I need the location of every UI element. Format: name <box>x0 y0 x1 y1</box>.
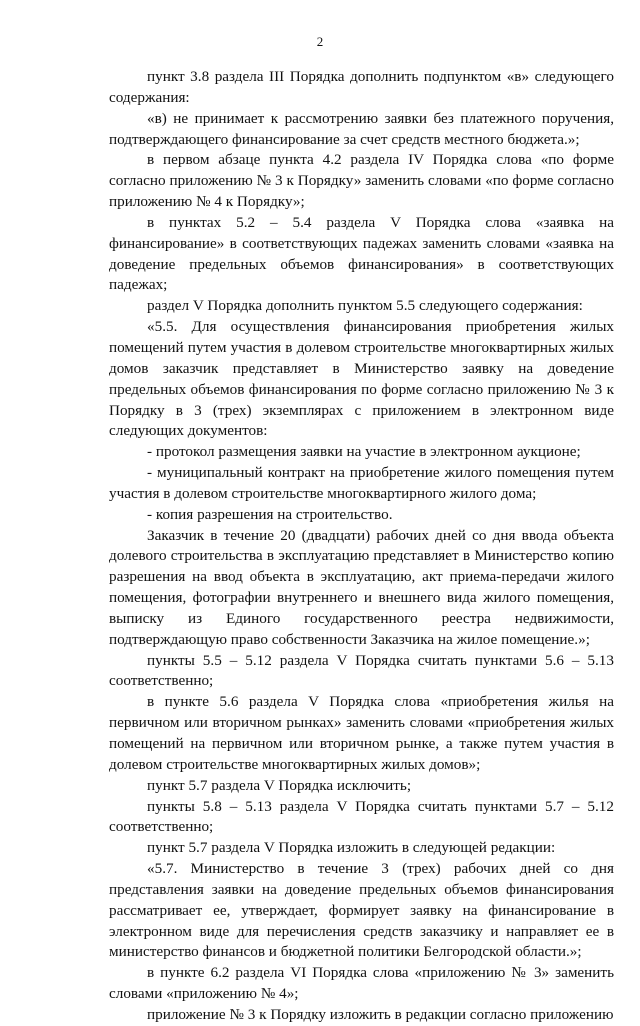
paragraph: Заказчик в течение 20 (двадцати) рабочих дней со дня ввода объекта долевого строительства в эксплуатацию представляет в Министерство копию разрешения на ввод объекта в эксплуатацию, акт приема-передачи жилого помещения, фотографии внутреннего и внешнего вида жилого помещения, выписку из Единого государственного реестра недвижимости, подтверждающую право собственности Заказчика на жилое помещение.»; <box>109 526 614 648</box>
list-item: - копия разрешения на строительство. <box>147 505 393 523</box>
paragraph: в первом абзаце пункта 4.2 раздела IV Порядка слова «по форме согласно приложению № 3 к Порядку» заменить словами «по форме согласно приложению № 4 к Порядку»; <box>109 151 614 211</box>
page-number: 2 <box>316 34 324 49</box>
paragraph: раздел V Порядка дополнить пунктом 5.5 следующего содержания: <box>147 297 583 315</box>
paragraph: в пункте 5.6 раздела V Порядка слова «приобретения жилья на первичном или вторичном рынках» заменить словами «приобретения жилых помещений на первичном или вторичном рынке, а также путем участия в долевом строительстве многоквартирных жилых домов»; <box>109 693 614 773</box>
paragraph: пункт 3.8 раздела III Порядка дополнить подпунктом «в» следующего содержания: <box>109 68 614 106</box>
paragraph: «5.5. Для осуществления финансирования приобретения жилых помещений путем участия в долевом строительстве многоквартирных жилых домов заказчик представляет в Министерство заявку на доведение предельных объемов финансирования по форме согласно приложению № 3 к Порядку в 3 (трех) экземплярах с приложением в электронном виде следующих документов: <box>109 318 614 440</box>
paragraph: пункт 5.7 раздела V Порядка изложить в следующей редакции: <box>147 839 556 857</box>
document-body <box>109 67 614 1026</box>
paragraph: «в) не принимает к рассмотрению заявки без платежного поручения, подтверждающего финансирование за счет средств местного бюджета.»; <box>109 109 614 148</box>
paragraph: приложение № 3 к Порядку изложить в редакции согласно приложению <box>147 1005 614 1023</box>
list-item: - муниципальный контракт на приобретение жилого помещения путем участия в долевом строительстве многоквартирного жилого дома; <box>109 464 614 502</box>
paragraph: пункты 5.8 – 5.13 раздела V Порядка считать пунктами 5.7 – 5.12 соответственно; <box>109 797 614 836</box>
list-item: - протокол размещения заявки на участие в электронном аукционе; <box>147 443 581 461</box>
paragraph: пункты 5.5 – 5.12 раздела V Порядка считать пунктами 5.6 – 5.13 соответственно; <box>109 651 614 690</box>
paragraph: в пункте 6.2 раздела VI Порядка слова «приложению № 3» заменить словами «приложению № 4»; <box>109 964 614 1003</box>
paragraph: «5.7. Министерство в течение 3 (трех) рабочих дней со дня представления заявки на доведение предельных объемов финансирования рассматривает ее, утверждает, формирует заявку на финансирование в электронном виде для перечисления средств заказчику и направляет ее в министерство финансов и бюджетной политики Белгородской области.»; <box>109 860 614 961</box>
paragraph: пункт 5.7 раздела V Порядка исключить; <box>147 776 412 794</box>
paragraph: в пунктах 5.2 – 5.4 раздела V Порядка слова «заявка на финансирование» в соответствующих падежах заменить словами «заявка на доведение предельных объемов финансирования» в соответствующих падежах; <box>109 213 614 294</box>
